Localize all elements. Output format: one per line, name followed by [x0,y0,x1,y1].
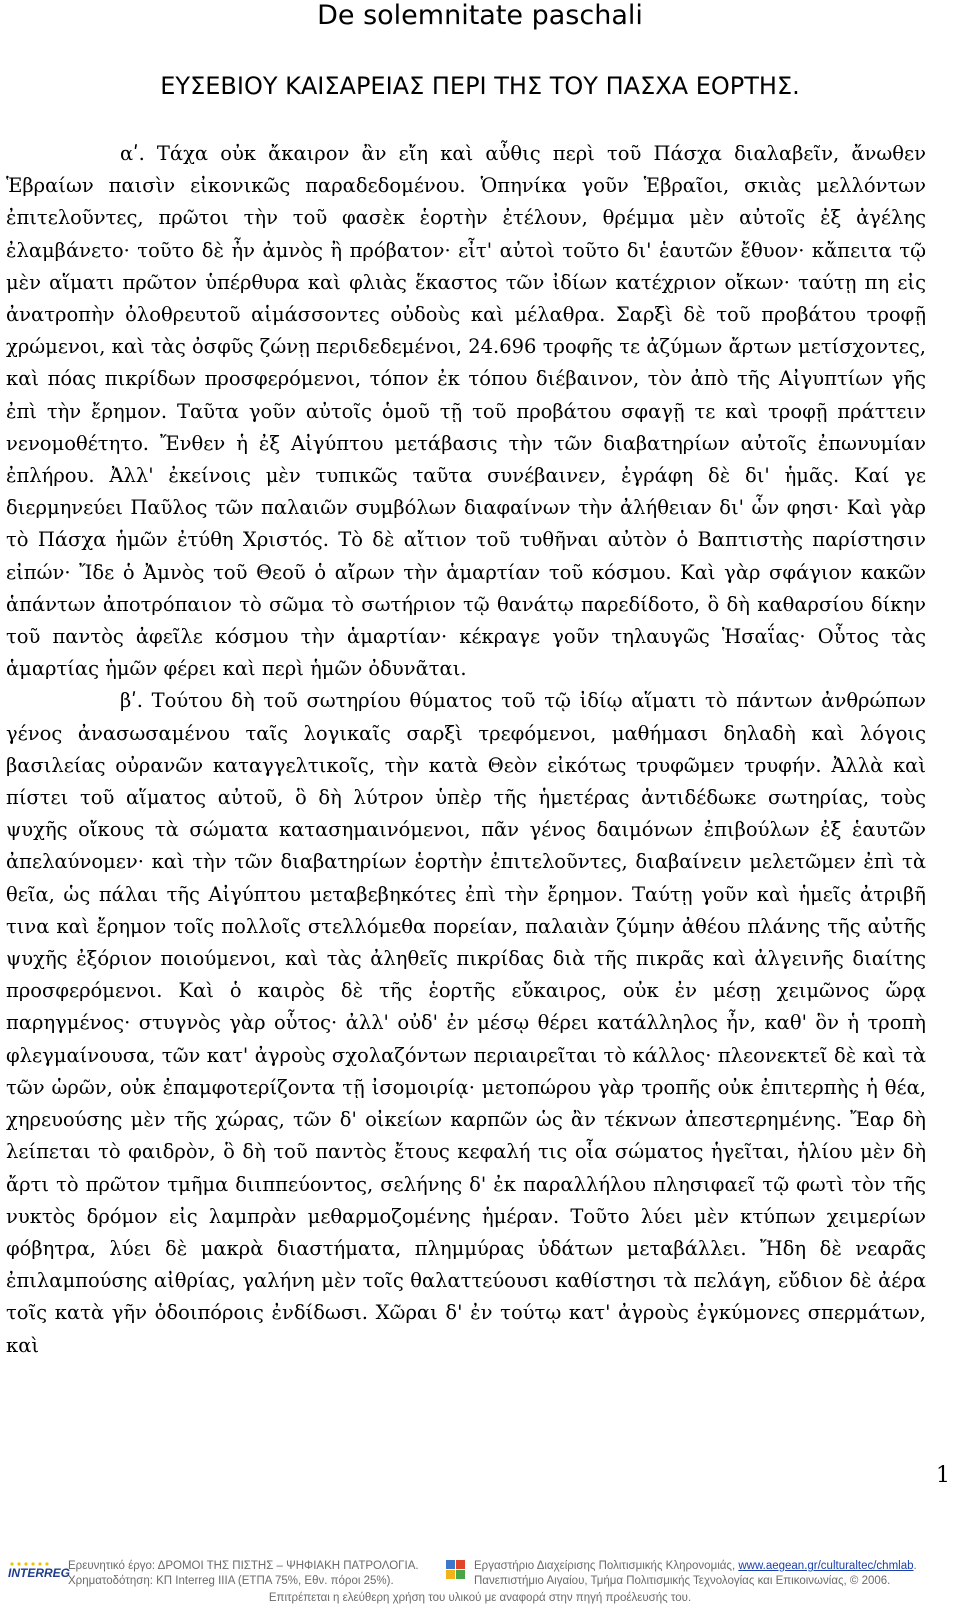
footer-lab-link[interactable]: www.aegean.gr/culturaltec/chmlab [738,1560,914,1572]
interreg-logo-text: INTERREG [8,1566,71,1580]
document-heading: ΕΥΣΕΒΙΟΥ ΚΑΙΣΑΡΕΙΑΣ ΠΕΡΙ ΤΗΣ ΤΟΥ ΠΑΣΧΑ ΕΟΡΤΗΣ. [160,72,800,100]
footer-lab-suffix: . [913,1560,917,1572]
interreg-logo [8,1560,71,1586]
footer-funding-line: Χρηματοδότηση: ΚΠ Interreg IIIA (ΕΤΠΑ 75%, Εθν. πόροι 25%). [68,1575,394,1587]
paragraph-2: βʹ. Τούτου δὴ τοῦ σωτηρίου θύματος τοῦ τῷ ἰδίῳ αἵματι τὸ πάντων ἀνθρώπων γένος ἀνασωσαμένου ταῖς λογικαῖς σαρξὶ τρεφόμενοι, μαθήμασι δηλαδὴ καὶ λόγοις βασιλείας οὐρανῶν καταγγελτικοῖς, τὴν κατὰ Θεὸν εἰκότως τρυφῶμεν τρυφήν. Ἀλλὰ καὶ πίστει τοῦ αἵματος αὐτοῦ, ὃ δὴ λύτρον ὑπὲρ τῆς ἡμετέρας ἀντιδέδωκε σωτηρίας, τοὺς ψυχῆς οἴκους τὰ σώματα κατασημαινόμενοι, πᾶν γένος δαιμόνων ἐπιβούλων ἐξ ἑαυτῶν ἀπελαύνομεν· καὶ τὴν τῶν διαβατηρίων ἑορτὴν ἐπιτελοῦντες, διαβαίνειν μελετῶμεν ἐπὶ τὰ θεῖα, ὡς πάλαι τῆς Αἰγύπτου μεταβεβηκότες ἐπὶ τὴν ἔρημον. Ταύτῃ γοῦν καὶ ἡμεῖς ἀτριβῆ τινα καὶ ἔρημον τοῖς πολλοῖς στελλόμεθα πορείαν, παλαιὰν ζύμην ἀθέου πλάνης τῆς αὐτῆς ψυχῆς ἐξόριον ποιούμενοι, καὶ τὰς ἀληθεῖς πικρίδας διὰ τῆς πικρᾶς καὶ ἀλγεινῆς διαίτης προσφερόμενοι. Καὶ ὁ καιρὸς δὲ τῆς ἑορτῆς εὔκαιρος, οὐκ ἐν μέσῃ χειμῶνος ὥρᾳ παρηγμένος· στυγνὸς γὰρ οὗτος· ἀλλ' οὐδ' ἐν μέσῳ θέρει κατάλληλος ἦν, καθ' ὃν ἡ τροπὴ φλεγμαίνουσα, τῶν κατ' ἀγροὺς σχολαζόντων περιαιρεῖται τὸ κάλλος· πλεονεκτεῖ δὲ καὶ τὰ τῶν ὡρῶν, οὐκ ἐπαμφοτερίζοντα τῇ ἰσομοιρίᾳ· μετοπώρου γὰρ τροπῆς οὐκ ἐπιτερπὴς ἡ θέα, χηρευούσης μὲν τῆς χώρας, τῶν δ' οἰκείων καρπῶν ὡς ἂν τέκνων ἀπεστερημένης. Ἔαρ δὴ λείπεται τὸ φαιδρὸν, ὃ δὴ τοῦ παντὸς ἔτους κεφαλή τις οἷα σώματος ἡγεῖται, ἡλίου μὲν δὴ ἄρτι τὸ πρῶτον τμῆμα διιππεύοντος, σελήνης δ' ἐκ παραλλήλου πλησιφαεῖ τῷ φωτὶ τὸν τῆς νυκτὸς δρόμον εἰς λαμπρὰν μεθαρμοζομένης ἡμέραν. Τοῦτο λύει μὲν κτύπων χειμερίων φόβητρα, λύει δὲ μακρὰ διαστήματα, πλημμύρας ὑδάτων μεταβάλλει. Ἤδη δὲ νεαρᾶς ἐπιλαμπούσης αἰθρίας, γαλήνη μὲν τοῖς θαλαττεύουσι καθίστησι τὰ πελάγη, εὔδιον δὲ ἀέρα τοῖς κατὰ γῆν ὁδοιπόροις ἐνδίδωσι. Χῶραι δ' ἐν τούτῳ κατ' ἀγροὺς ἐγκύμονες σπερμάτων, καὶ [6,689,926,1357]
chmlab-logo-icon [446,1558,468,1582]
footer-university-line: Πανεπιστήμιο Αιγαίου, Τμήμα Πολιτισμικής Τεχνολογίας και Επικοινωνίας, © 2006. [474,1575,891,1587]
footer-lab-name: Εργαστήριο Διαχείρισης Πολιτισμικής Κληρονομιάς, [474,1560,739,1572]
page-footer [0,1560,960,1616]
page-number: 1 [936,1463,950,1488]
document-body [6,138,926,1362]
page-title: De solemnitate paschali [317,0,643,31]
footer-lab-line [474,1560,917,1572]
footer-project-line: Ερευνητικό έργο: ΔΡΟΜΟΙ ΤΗΣ ΠΙΣΤΗΣ – ΨΗΦΙΑΚΗ ΠΑΤΡΟΛΟΓΙΑ. [68,1560,419,1572]
footer-usage-notice: Επιτρέπεται η ελεύθερη χρήση του υλικού με αναφορά στην πηγή προέλευσής του. [268,1592,692,1604]
paragraph-1: αʹ. Τάχα οὐκ ἄκαιρον ἂν εἴη καὶ αὖθις περὶ τοῦ Πάσχα διαλαβεῖν, ἄνωθεν Ἑβραίων παισὶν εἰκονικῶς παραδεδομένου. Ὁπηνίκα γοῦν Ἑβραῖοι, σκιὰς μελλόντων ἐπιτελοῦντες, πρῶτοι τὴν τοῦ φασὲκ ἑορτὴν ἐτέλουν, θρέμμα μὲν αὐτοῖς ἐξ ἀγέλης ἐλαμβάνετο· τοῦτο δὲ ἦν ἀμνὸς ἢ πρόβατον· εἶτ' αὐτοὶ τοῦτο δι' ἑαυτῶν ἔθυον· κἄπειτα τῷ μὲν αἵματι πρῶτον ὑπέρθυρα καὶ φλιὰς ἕκαστος τῶν ἰδίων κατέχριον οἴκων· ταύτῃ πη εἰς ἀνατροπὴν ὀλοθρευτοῦ αἱμάσσοντες οὐδοὺς καὶ μέλαθρα. Σαρξὶ δὲ τοῦ προβάτου τροφῇ χρώμενοι, καὶ τὰς ὀσφῦς ζώνῃ περιδεδεμένοι, 24.696 τροφῆς τε ἀζύμων ἄρτων μετίσχοντες, καὶ πόας πικρίδων προσφερόμενοι, τόπον ἐκ τόπου διέβαινον, τὸν ἀπὸ τῆς Αἰγυπτίων γῆς ἐπὶ τὴν ἔρημον. Ταῦτα γοῦν αὐτοῖς ὁμοῦ τῇ τοῦ προβάτου σφαγῇ τε καὶ τροφῇ πράττειν νενομοθέτητο. Ἔνθεν ἡ ἐξ Αἰγύπτου μετάβασις τὴν τῶν διαβατηρίων αὐτοῖς ἐπωνυμίαν ἐπλήρου. Ἀλλ' ἐκείνοις μὲν τυπικῶς ταῦτα συνέβαινεν, ἐγράφη δὲ δι' ἡμᾶς. Καί γε διερμηνεύει Παῦλος τῶν παλαιῶν συμβόλων διαφαίνων τὴν ἀλήθειαν δι' ὧν φησι· Καὶ γὰρ τὸ Πάσχα ἡμῶν ἐτύθη Χριστός. Τὸ δὲ αἴτιον τοῦ τυθῆναι αὐτὸν ὁ Βαπτιστὴς παρίστησιν εἰπών· Ἴδε ὁ Ἀμνὸς τοῦ Θεοῦ ὁ αἴρων τὴν ἁμαρτίαν τοῦ κόσμου. Καὶ γὰρ σφάγιον κακῶν ἁπάντων ἀποτρόπαιον τὸ σῶμα τὸ σωτήριον τῷ θανάτῳ παρεδίδοτο, ὃ δὴ καθαρσίου δίκην τοῦ παντὸς ἀφεῖλε κόσμου τὴν ἁμαρτίαν· κέκραγε γοῦν τηλαυγῶς Ἡσαΐας· Οὗτος τὰς ἁμαρτίας ἡμῶν φέρει καὶ περὶ ἡμῶν ὀδυνᾶται. [6,142,926,681]
